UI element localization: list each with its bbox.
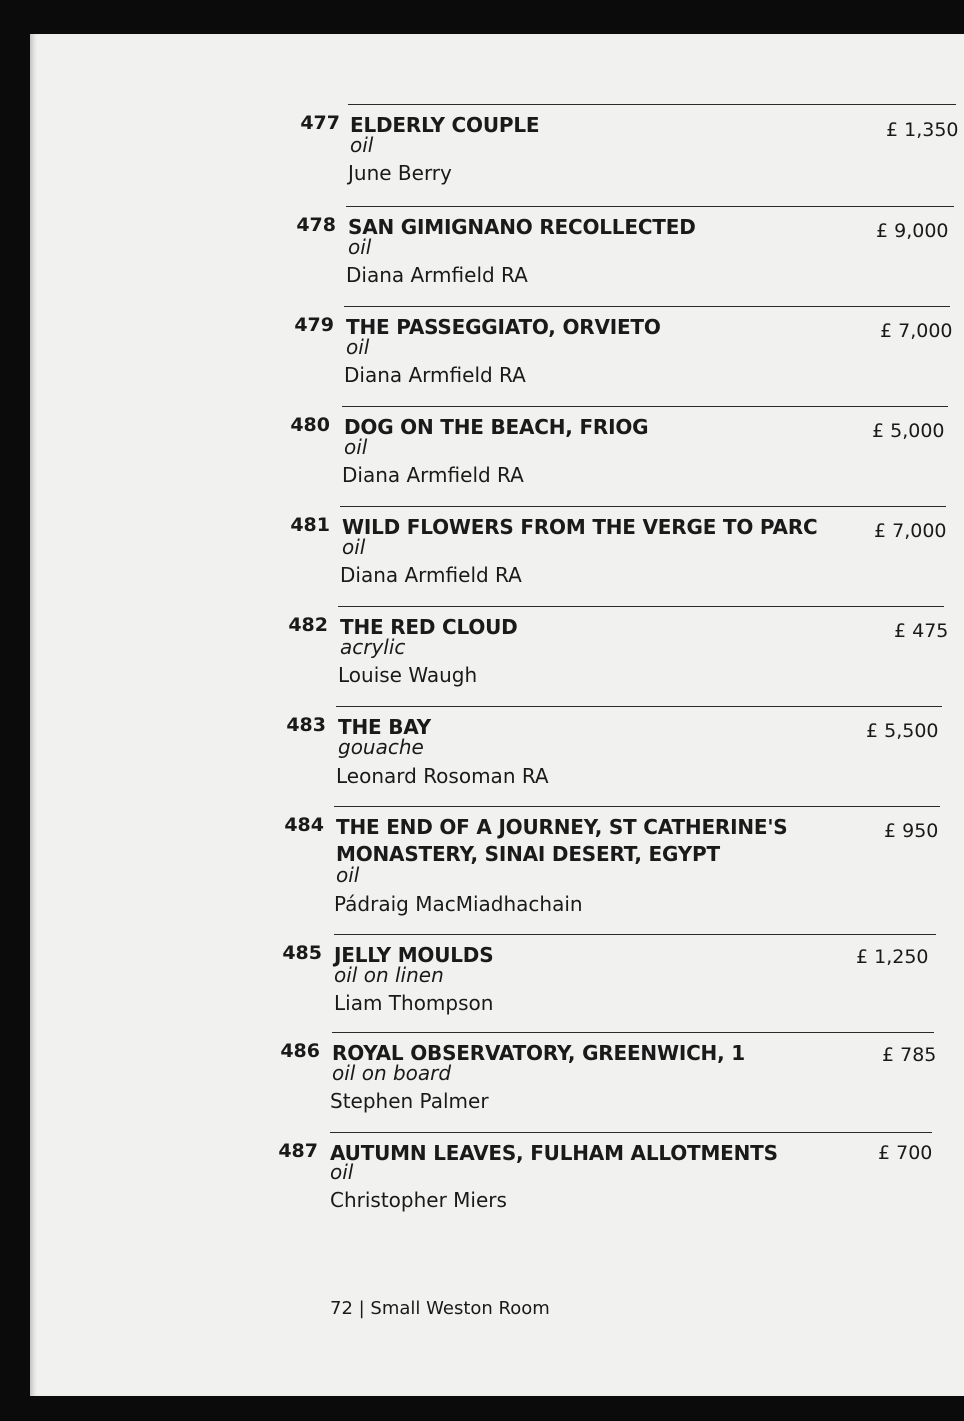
catalogue-entry: [30, 934, 964, 1024]
entry-divider: [346, 206, 954, 207]
entry-title: THE PASSEGGIATO, ORVIETO: [346, 315, 661, 339]
entry-artist: Leonard Rosoman RA: [336, 764, 549, 788]
entry-number: 485: [282, 942, 322, 964]
entry-number: 487: [278, 1140, 318, 1162]
entry-medium: oil: [346, 335, 370, 359]
entry-number: 480: [290, 414, 330, 436]
catalogue-entry: [30, 606, 964, 696]
entry-number: 478: [296, 214, 336, 236]
entry-medium: oil on board: [332, 1061, 452, 1085]
entry-artist: Liam Thompson: [334, 991, 494, 1015]
entry-price: £ 700: [878, 1142, 933, 1164]
page-footer: 72 | Small Weston Room: [330, 1298, 550, 1319]
entry-number: 482: [288, 614, 328, 636]
entry-medium: oil: [330, 1160, 354, 1184]
entry-artist: Christopher Miers: [330, 1188, 507, 1212]
entry-medium: oil: [342, 535, 366, 559]
entry-artist: Stephen Palmer: [330, 1089, 489, 1113]
entry-price: £ 950: [884, 820, 939, 842]
entry-artist: Diana Armfield RA: [344, 363, 526, 387]
catalogue-entry: [30, 306, 964, 396]
entry-title: DOG ON THE BEACH, FRIOG: [344, 415, 649, 439]
entry-title: THE RED CLOUD: [340, 615, 518, 639]
entry-price: £ 1,250: [856, 946, 929, 968]
catalogue-entry: [30, 1032, 964, 1122]
entry-title: ELDERLY COUPLE: [350, 113, 540, 137]
entry-price: £ 5,000: [872, 420, 945, 442]
entry-artist: Louise Waugh: [338, 663, 478, 687]
entry-number: 477: [300, 112, 340, 134]
entry-title: THE END OF A JOURNEY, ST CATHERINE'S: [336, 815, 788, 839]
entry-artist: June Berry: [348, 161, 452, 185]
entry-price: £ 7,000: [880, 320, 953, 342]
entry-price: £ 9,000: [876, 220, 949, 242]
entry-title: WILD FLOWERS FROM THE VERGE TO PARC: [342, 515, 818, 539]
entry-divider: [336, 706, 942, 707]
entry-divider: [338, 606, 944, 607]
entry-price: £ 7,000: [874, 520, 947, 542]
entry-title-line2: MONASTERY, SINAI DESERT, EGYPT: [336, 842, 720, 866]
catalogue-entry: [30, 406, 964, 496]
entry-medium: acrylic: [340, 635, 406, 659]
entry-artist: Diana Armfield RA: [340, 563, 522, 587]
entry-divider: [334, 934, 936, 935]
catalogue-entry: [30, 206, 964, 296]
entry-number: 483: [286, 714, 326, 736]
entry-number: 481: [290, 514, 330, 536]
entry-number: 484: [284, 814, 324, 836]
catalogue-entry: [30, 506, 964, 596]
catalogue-entry: [30, 706, 964, 796]
entry-title: SAN GIMIGNANO RECOLLECTED: [348, 215, 696, 239]
entry-title: ROYAL OBSERVATORY, GREENWICH, 1: [332, 1041, 745, 1065]
entry-artist: Diana Armfield RA: [342, 463, 524, 487]
entry-price: £ 785: [882, 1044, 937, 1066]
entry-number: 479: [294, 314, 334, 336]
entry-price: £ 475: [894, 620, 949, 642]
entry-artist: Pádraig MacMiadhachain: [334, 892, 583, 916]
entry-title: THE BAY: [338, 715, 431, 739]
catalogue-entry: [30, 104, 964, 194]
entry-divider: [340, 506, 946, 507]
entry-price: £ 1,350: [886, 119, 959, 141]
catalogue-entry: [30, 806, 964, 931]
entry-title: JELLY MOULDS: [334, 943, 494, 967]
entry-divider: [334, 806, 940, 807]
entry-medium: oil: [348, 235, 372, 259]
entry-medium: oil: [336, 863, 360, 887]
entry-divider: [342, 406, 948, 407]
entry-number: 486: [280, 1040, 320, 1062]
entry-divider: [348, 104, 956, 105]
entry-price: £ 5,500: [866, 720, 939, 742]
entry-divider: [344, 306, 950, 307]
entry-divider: [332, 1032, 934, 1033]
catalogue-page: [30, 34, 964, 1396]
entry-divider: [330, 1132, 932, 1133]
entry-medium: oil: [344, 435, 368, 459]
entry-medium: oil: [350, 133, 374, 157]
entry-artist: Diana Armfield RA: [346, 263, 528, 287]
entry-title: AUTUMN LEAVES, FULHAM ALLOTMENTS: [330, 1141, 778, 1165]
entry-medium: oil on linen: [334, 963, 444, 987]
entry-medium: gouache: [338, 735, 424, 759]
catalogue-entry: [30, 1132, 964, 1222]
